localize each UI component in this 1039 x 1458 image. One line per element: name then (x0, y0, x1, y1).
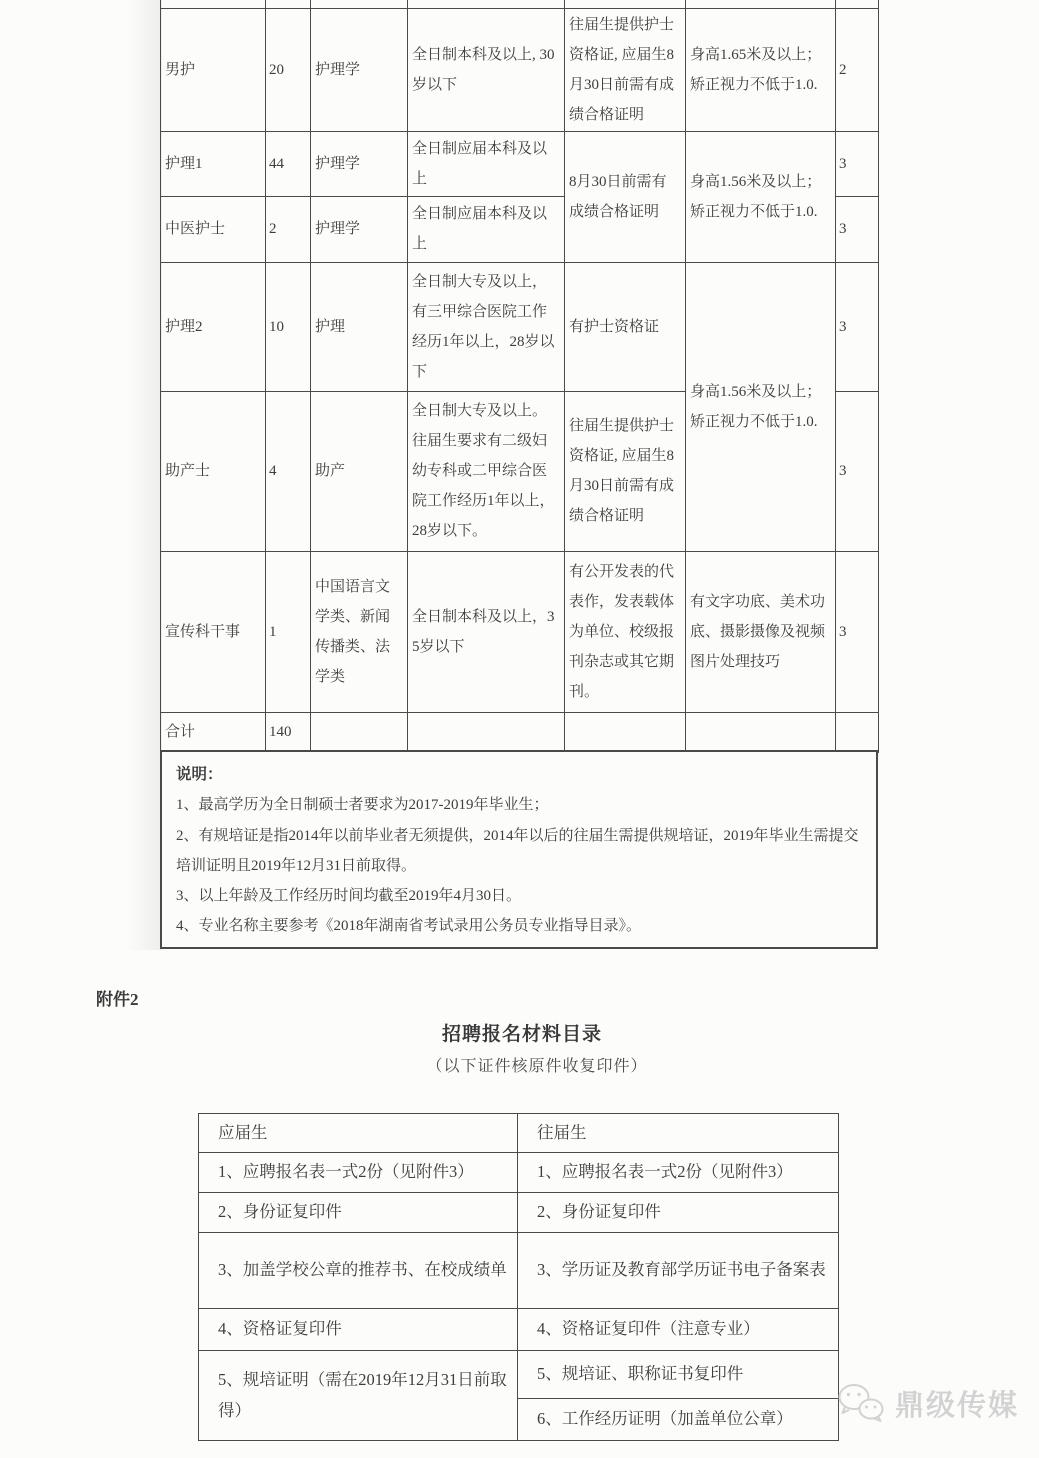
cell-certificate: 8月30日前需有成绩合格证明 (565, 131, 686, 262)
note-item: 3、以上年龄及工作经历时间均截至2019年4月30日。 (176, 888, 522, 905)
fresh-item: 5、规培证明（需在2019年12月31日前取得） (199, 1351, 518, 1441)
materials-table (198, 1113, 839, 1441)
cell-empty (311, 712, 408, 752)
cell-ratio: 2 (836, 8, 879, 131)
table-row-publicity-clerk (161, 551, 879, 712)
table-row-total (161, 712, 879, 752)
cell-empty (836, 712, 879, 752)
cell-major: 护理学 (311, 131, 408, 196)
attachment-label: 附件2 (96, 990, 139, 1009)
cell-certificate: 往届生提供护士资格证, 应届生8月30日前需有成绩合格证明 (565, 8, 686, 131)
cell-ratio: 3 (836, 551, 879, 712)
cell-post: 护理2 (161, 262, 266, 391)
previous-item: 5、规培证、职称证书复印件 (518, 1351, 839, 1399)
note-item: 4、专业名称主要参考《2018年湖南省考试录用公务员专业指导目录》。 (176, 918, 642, 935)
notes-box (160, 750, 878, 949)
cell-physical: 身高1.56米及以上；矫正视力不低于1.0. (686, 262, 836, 551)
cell-empty (565, 712, 686, 752)
table-row-nursing1 (161, 131, 879, 196)
note-item: 1、最高学历为全日制硕士者要求为2017-2019年毕业生； (176, 797, 549, 814)
cell-certificate: 往届生提供护士资格证, 应届生8月30日前需有成绩合格证明 (565, 391, 686, 551)
cell-empty (408, 712, 565, 752)
header-fresh-graduates: 应届生 (199, 1114, 518, 1153)
cell-requirement: 全日制本科及以上, 30岁以下 (408, 8, 565, 131)
cell-physical: 有文字功底、美术功底、摄影摄像及视频图片处理技巧 (686, 551, 836, 712)
fresh-item: 1、应聘报名表一式2份（见附件3） (199, 1153, 518, 1193)
cell-post: 宣传科干事 (161, 551, 266, 712)
cutoff-row (161, 0, 879, 8)
cell-requirement: 全日制大专及以上，有三甲综合医院工作经历1年以上，28岁以下 (408, 262, 565, 391)
cell-certificate: 有护士资格证 (565, 262, 686, 391)
previous-item: 2、身份证复印件 (518, 1193, 839, 1233)
watermark (836, 1382, 1019, 1424)
cell-ratio: 3 (836, 131, 879, 196)
cutoff-cell (408, 0, 565, 8)
cell-requirement: 全日制应届本科及以上 (408, 131, 565, 196)
cutoff-cell (311, 0, 408, 8)
cutoff-cell (161, 0, 266, 8)
cell-ratio: 3 (836, 262, 879, 391)
header-previous-graduates: 往届生 (518, 1114, 839, 1153)
cutoff-cell (686, 0, 836, 8)
table-row-male-nurse (161, 8, 879, 131)
materials-header-row (199, 1114, 839, 1153)
attachment-subtitle: （以下证件核原件收复印件） (426, 1058, 648, 1075)
scan-shading (126, 0, 162, 950)
cell-total-label: 合计 (161, 712, 266, 752)
cell-major: 护理 (311, 262, 408, 391)
materials-row (199, 1233, 839, 1309)
cutoff-cell (565, 0, 686, 8)
cell-empty (686, 712, 836, 752)
cell-quota: 20 (266, 8, 311, 131)
cell-requirement: 全日制应届本科及以上 (408, 196, 565, 262)
previous-item: 4、资格证复印件（注意专业） (518, 1309, 839, 1351)
note-item: 2、有规培证是指2014年以前毕业者无须提供，2014年以后的往届生需提供规培证，2019年毕业生需提交培训证明且2019年12月31日前取得。 (176, 827, 859, 874)
cutoff-cell (836, 0, 879, 8)
table-row-nursing2 (161, 262, 879, 391)
cell-post: 男护 (161, 8, 266, 131)
cell-physical: 身高1.56米及以上；矫正视力不低于1.0. (686, 131, 836, 262)
cell-quota: 4 (266, 391, 311, 551)
cell-certificate: 有公开发表的代表作，发表载体为单位、校级报刊杂志或其它期刊。 (565, 551, 686, 712)
notes-title: 说明： (176, 766, 223, 783)
materials-row (199, 1193, 839, 1233)
cell-major: 护理学 (311, 196, 408, 262)
fresh-item: 3、加盖学校公章的推荐书、在校成绩单 (199, 1233, 518, 1309)
cell-quota: 10 (266, 262, 311, 391)
cell-major: 护理学 (311, 8, 408, 131)
fresh-item: 2、身份证复印件 (199, 1193, 518, 1233)
cell-major: 助产 (311, 391, 408, 551)
cell-quota: 2 (266, 196, 311, 262)
cell-major: 中国语言文学类、新闻传播类、法学类 (311, 551, 408, 712)
cell-requirement: 全日制大专及以上。往届生要求有二级妇幼专科或二甲综合医院工作经历1年以上，28岁以下。 (408, 391, 565, 551)
cell-quota: 44 (266, 131, 311, 196)
materials-row (199, 1153, 839, 1193)
cell-total-quota: 140 (266, 712, 311, 752)
wechat-bubbles-icon (836, 1382, 886, 1424)
recruitment-table (160, 0, 879, 753)
attachment-title: 招聘报名材料目录 (441, 1024, 603, 1045)
cell-post: 护理1 (161, 131, 266, 196)
materials-row (199, 1309, 839, 1351)
previous-item: 6、工作经历证明（加盖单位公章） (518, 1399, 839, 1441)
materials-row (199, 1351, 839, 1399)
previous-item: 1、应聘报名表一式2份（见附件3） (518, 1153, 839, 1193)
previous-item: 3、学历证及教育部学历证书电子备案表 (518, 1233, 839, 1309)
cell-ratio: 3 (836, 196, 879, 262)
fresh-item: 4、资格证复印件 (199, 1309, 518, 1351)
watermark-text: 鼎级传媒 (895, 1389, 1020, 1422)
cell-post: 助产士 (161, 391, 266, 551)
cell-ratio: 3 (836, 391, 879, 551)
cell-physical: 身高1.65米及以上；矫正视力不低于1.0. (686, 8, 836, 131)
cell-post: 中医护士 (161, 196, 266, 262)
cutoff-cell (266, 0, 311, 8)
cell-requirement: 全日制本科及以上，35岁以下 (408, 551, 565, 712)
cell-quota: 1 (266, 551, 311, 712)
